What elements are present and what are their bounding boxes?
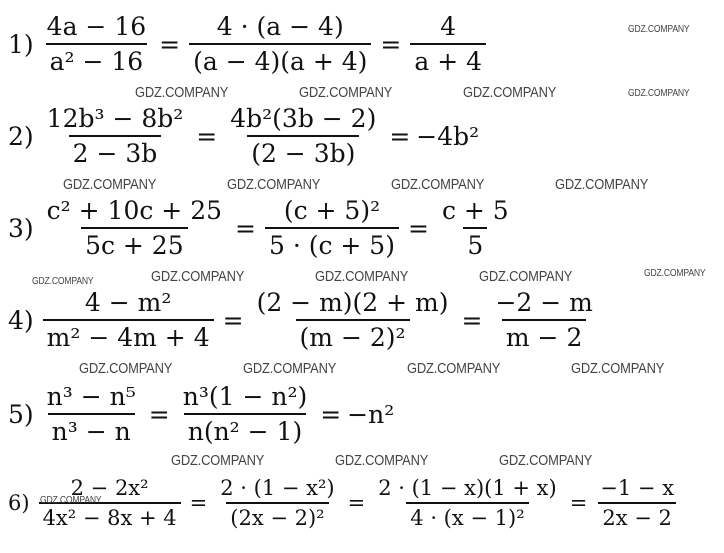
denominator: 4x² − 8x + 4 <box>39 502 181 530</box>
numerator: (2 − m)(2 + m) <box>256 288 449 317</box>
equals-sign: = <box>347 491 366 515</box>
denominator: 4 · (x − 1)² <box>406 502 528 530</box>
denominator: m² − 4m + 4 <box>43 319 214 352</box>
numerator: −2 − m <box>495 288 593 317</box>
fraction-2 <box>226 104 380 168</box>
denominator: (a − 4)(a + 4) <box>189 43 371 76</box>
equals-sign: = <box>320 399 342 429</box>
expression-row-3 <box>8 196 516 260</box>
numerator: 2 · (1 − x²) <box>220 476 335 500</box>
expression-row-4 <box>8 288 600 352</box>
fraction-2 <box>253 288 453 352</box>
numerator: 2 − 2x² <box>70 476 149 500</box>
watermark: GDZ.COMPANY <box>79 360 173 377</box>
fraction-3 <box>491 288 596 352</box>
watermark: GDZ.COMPANY <box>335 452 429 469</box>
numerator: n³(1 − n²) <box>182 382 308 411</box>
row-label: 5) <box>8 399 34 429</box>
equals-sign: = <box>461 305 483 335</box>
expression-row-1 <box>8 12 489 76</box>
numerator: 12b³ − 8b² <box>46 104 184 133</box>
numerator: 4a − 16 <box>46 12 147 41</box>
watermark: GDZ.COMPANY <box>644 268 706 279</box>
fraction-4 <box>596 476 678 530</box>
denominator: m − 2 <box>502 319 586 352</box>
watermark: GDZ.COMPANY <box>299 84 393 101</box>
fraction-3 <box>410 12 486 76</box>
watermark: GDZ.COMPANY <box>135 84 229 101</box>
denominator: n³ − n <box>48 413 135 446</box>
numerator: 4 · (a − 4) <box>216 12 344 41</box>
numerator: 4b²(3b − 2) <box>230 104 377 133</box>
watermark: GDZ.COMPANY <box>315 268 409 285</box>
fraction-3 <box>374 476 560 530</box>
denominator: a² − 16 <box>46 43 148 76</box>
equals-sign: = <box>569 491 588 515</box>
denominator: 5c + 25 <box>81 227 188 260</box>
equals-sign: = <box>148 399 170 429</box>
fraction-2 <box>179 382 312 446</box>
equals-sign: = <box>407 213 429 243</box>
fraction-1 <box>43 12 150 76</box>
equals-sign: = <box>222 305 244 335</box>
denominator: (2 − 3b) <box>247 135 359 168</box>
watermark: GDZ.COMPANY <box>463 84 557 101</box>
equals-sign: = <box>235 213 256 243</box>
denominator: n(n² − 1) <box>184 413 306 446</box>
denominator: (m − 2)² <box>296 319 410 352</box>
denominator: 5 · (c + 5) <box>265 227 399 260</box>
result: −4b² <box>416 121 480 151</box>
row-label: 2) <box>8 121 34 151</box>
fraction-2 <box>216 476 338 530</box>
expression-row-2 <box>8 104 479 168</box>
watermark: GDZ.COMPANY <box>227 176 321 193</box>
numerator: 4 <box>440 12 457 41</box>
denominator: 5 <box>463 227 487 260</box>
denominator: (2x − 2)² <box>226 502 328 530</box>
watermark: GDZ.COMPANY <box>32 276 94 287</box>
denominator: a + 4 <box>410 43 486 76</box>
fraction-2 <box>189 12 371 76</box>
watermark: GDZ.COMPANY <box>40 495 102 506</box>
denominator: 2 − 3b <box>69 135 162 168</box>
result: −n² <box>347 399 395 429</box>
expression-row-5 <box>8 382 394 446</box>
fraction-1 <box>43 288 214 352</box>
row-label: 3) <box>8 213 34 243</box>
watermark: GDZ.COMPANY <box>171 452 265 469</box>
fraction-1 <box>43 104 188 168</box>
watermark: GDZ.COMPANY <box>391 176 485 193</box>
numerator: 2 · (1 − x)(1 + x) <box>378 476 557 500</box>
row-label: 1) <box>8 29 34 59</box>
fraction-2 <box>265 196 399 260</box>
equals-sign: = <box>159 29 181 59</box>
fraction-3 <box>438 196 513 260</box>
equals-sign: = <box>389 121 411 151</box>
watermark: GDZ.COMPANY <box>628 88 690 99</box>
fraction-1 <box>43 382 140 446</box>
watermark: GDZ.COMPANY <box>151 268 245 285</box>
row-label: 4) <box>8 305 34 335</box>
equals-sign: = <box>189 491 208 515</box>
watermark: GDZ.COMPANY <box>63 176 157 193</box>
denominator: 2x − 2 <box>598 502 676 530</box>
expression-row-6 <box>8 476 681 530</box>
equals-sign: = <box>380 29 402 59</box>
equals-sign: = <box>196 121 218 151</box>
numerator: n³ − n⁵ <box>46 382 136 411</box>
numerator: c + 5 <box>441 196 509 225</box>
numerator: −1 − x <box>600 476 675 500</box>
watermark: GDZ.COMPANY <box>407 360 501 377</box>
numerator: c² + 10c + 25 <box>46 196 223 225</box>
fraction-1 <box>43 196 226 260</box>
watermark: GDZ.COMPANY <box>555 176 649 193</box>
numerator: 4 − m² <box>84 288 172 317</box>
watermark: GDZ.COMPANY <box>243 360 337 377</box>
watermark: GDZ.COMPANY <box>479 268 573 285</box>
watermark: GDZ.COMPANY <box>571 360 665 377</box>
numerator: (c + 5)² <box>283 196 381 225</box>
watermark: GDZ.COMPANY <box>628 24 690 35</box>
row-label: 6) <box>8 491 30 515</box>
watermark: GDZ.COMPANY <box>499 452 593 469</box>
